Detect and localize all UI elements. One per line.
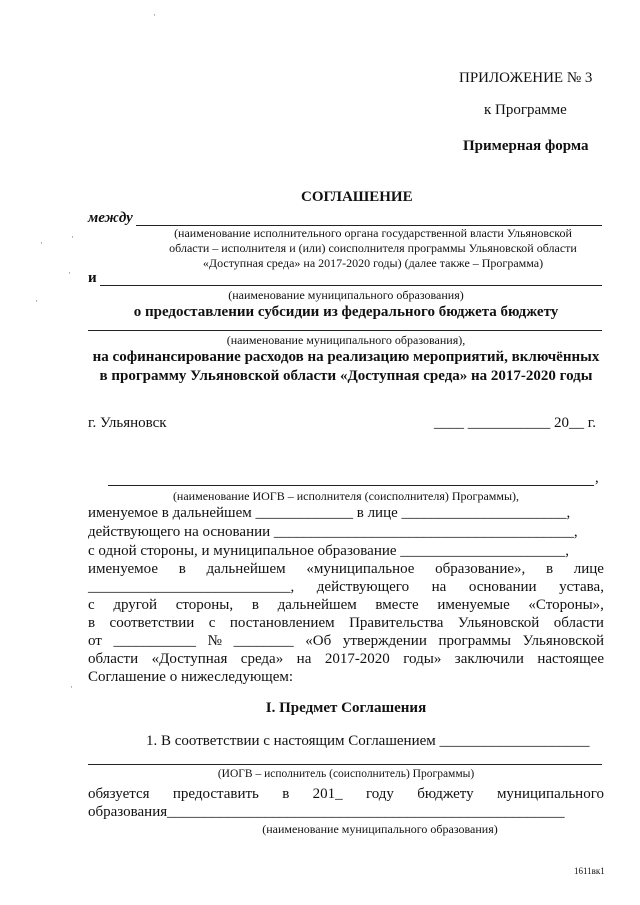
- iogv-name-line: [108, 485, 594, 486]
- date-blank: ____ ___________ 20__ г.: [434, 415, 596, 431]
- subsidy-line: о предоставлении субсидии из федерального бюджета бюджету: [133, 304, 559, 320]
- scan-speck: ·: [70, 682, 73, 692]
- preamble-line-9: от ___________ № ________ «Об утверждении программы Ульяновской: [88, 633, 604, 649]
- and-label: и: [88, 270, 97, 286]
- executor-caption-1: (наименование исполнительного органа государственной власти Ульяновской: [174, 226, 572, 240]
- scan-speck: ·: [71, 232, 74, 242]
- iogv-executor-caption: (ИОГВ – исполнитель (соисполнитель) Программы): [217, 768, 475, 780]
- city-label: г. Ульяновск: [88, 415, 167, 431]
- executor-caption-3: «Доступная среда» на 2017-2020 годы) (далее также – Программа): [202, 256, 544, 270]
- sample-form-label: Примерная форма: [463, 138, 589, 154]
- scan-speck: ·: [40, 238, 43, 248]
- section-1-item-1: 1. В соответствии с настоящим Соглашением ____________________: [146, 733, 590, 749]
- scan-speck: ·: [35, 296, 38, 306]
- purpose-line-2: в программу Ульяновской области «Доступная среда» на 2017-2020 годы: [99, 368, 593, 384]
- municipality-name-line: [100, 285, 602, 286]
- preamble-line-5: именуемое в дальнейшем «муниципальное образование», в лице: [88, 561, 604, 577]
- municipality-caption: (наименование муниципального образования): [228, 288, 464, 302]
- between-label: между: [88, 210, 133, 226]
- scan-speck: ·: [153, 10, 156, 20]
- municipality-caption-2: (наименование муниципального образования),: [226, 333, 466, 347]
- preamble-line-3: действующего на основании ________________________________________,: [88, 524, 578, 540]
- executor-caption-2: области – исполнителя и (или) соисполнителя программы Ульяновской области: [169, 241, 577, 255]
- preamble-line-11: Соглашение о нижеследующем:: [88, 669, 294, 685]
- iogv-caption: (наименование ИОГВ – исполнителя (соисполнителя) Программы),: [172, 489, 520, 503]
- appendix-number: ПРИЛОЖЕНИЕ № 3: [459, 70, 593, 86]
- preamble-line-8: в соответствии с постановлением Правительства Ульяновской области: [88, 615, 604, 631]
- municipality-caption-3: (наименование муниципального образования): [262, 822, 498, 836]
- document-code: 1611вк1: [574, 866, 605, 876]
- preamble-line-10: области «Доступная среда» на 2017-2020 годы» заключили настоящее: [88, 651, 604, 667]
- document-title: СОГЛАШЕНИЕ: [301, 189, 413, 205]
- scan-speck: ·: [68, 268, 71, 278]
- preamble-line-6: ___________________________, действующего на основании устава,: [88, 579, 604, 595]
- purpose-line-1: на софинансирование расходов на реализацию мероприятий, включённых: [92, 349, 600, 365]
- preamble-line-4: с одной стороны, и муниципальное образование ______________________,: [88, 543, 570, 559]
- municipality-name-line-2: [88, 330, 602, 331]
- iogv-line-comma: ,: [595, 470, 599, 486]
- section-1-heading: I. Предмет Соглашения: [265, 700, 427, 716]
- section-1-line-3: обязуется предоставить в 201_ году бюджету муниципального: [88, 786, 604, 802]
- section-1-line-4: образования_____________________________________________________: [88, 804, 565, 820]
- to-program-label: к Программе: [484, 102, 567, 118]
- iogv-executor-line: [88, 764, 602, 765]
- preamble-line-7: с другой стороны, в дальнейшем вместе именуемые «Стороны»,: [88, 597, 604, 613]
- preamble-line-2: именуемое в дальнейшем _____________ в лице ______________________,: [88, 505, 571, 521]
